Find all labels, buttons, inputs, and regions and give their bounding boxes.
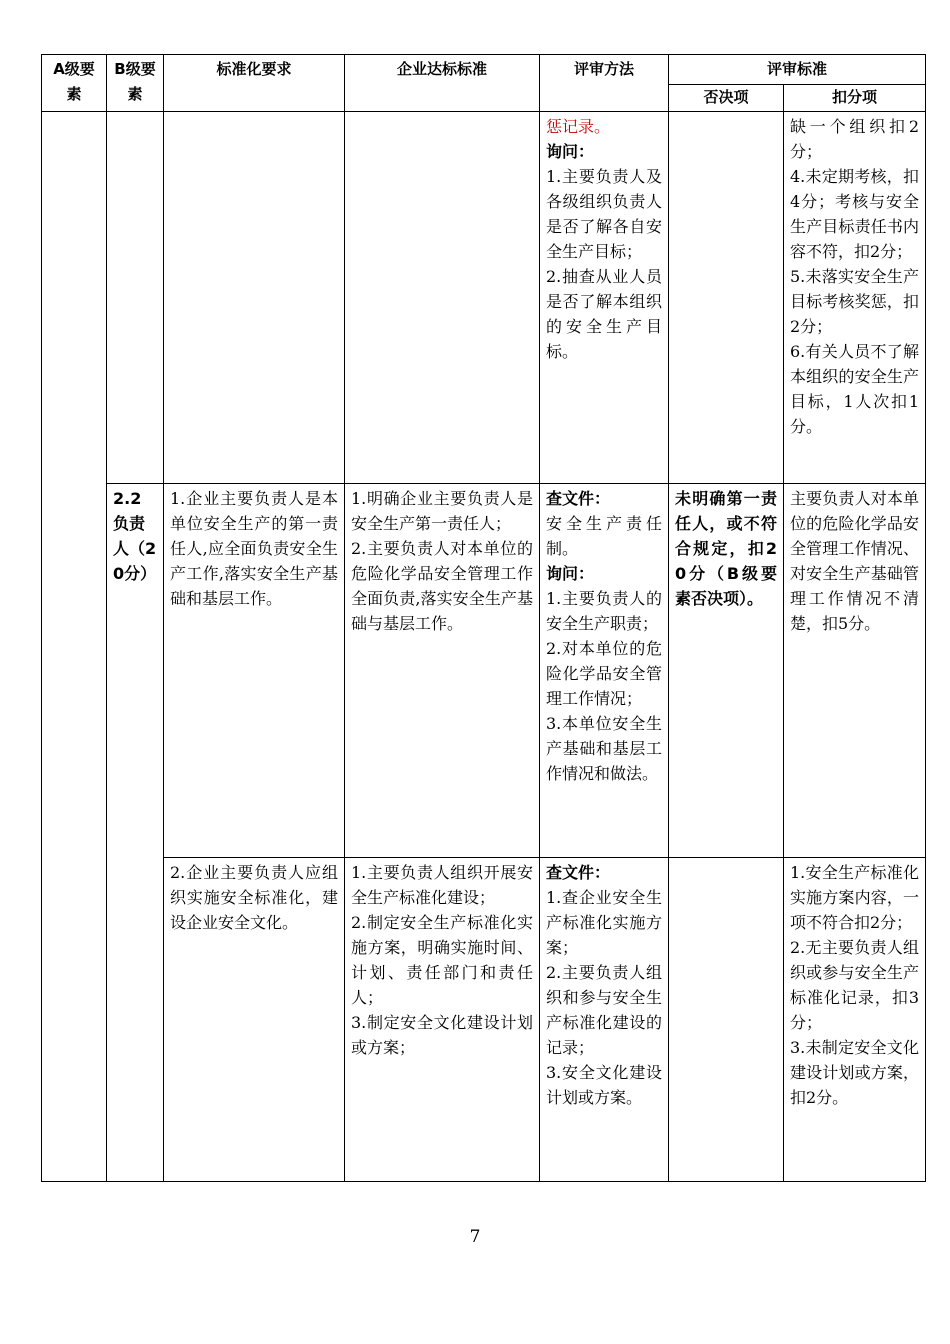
veto-cell (669, 112, 784, 484)
header-review-method: 评审方法 (540, 55, 669, 112)
standard-line: 1.主要负责人组织开展安全生产标准化建设； (351, 863, 533, 907)
method-line: 惩记录。 (546, 117, 611, 136)
method-line: 1.主要负责人及各级组织负责人是否了解各自安全生产目标； (546, 167, 662, 261)
deduction-line: 4.未定期考核，扣4分；考核与安全生产目标责任书内容不符，扣2分； (790, 167, 920, 261)
method-line: 查文件： (546, 863, 611, 882)
deduction-line: 缺一个组织扣2分； (790, 117, 920, 161)
deduction-line: 3.未制定安全文化建设计划或方案，扣2分。 (790, 1038, 920, 1107)
deduction-cell (784, 858, 926, 1182)
table-row (42, 112, 926, 484)
deduction-line: 主要负责人对本单位的危险化学品安全管理工作情况、对安全生产基础管理工作情况不清楚，扣5分。 (790, 489, 920, 633)
enterprise-standard-cell (345, 484, 540, 858)
page-number: 7 (469, 1227, 481, 1247)
requirement-cell: 1.企业主要负责人是本单位安全生产的第一责任人,应全面负责安全生产工作,落实安全生产基础和基层工作。 (164, 484, 345, 858)
deduction-line: 1.安全生产标准化实施方案内容，一项不符合扣2分； (790, 863, 920, 932)
review-method-cell (540, 112, 669, 484)
table-row (42, 858, 926, 1182)
deduction-line: 6.有关人员不了解本组织的安全生产目标，1人次扣1分。 (790, 342, 920, 436)
method-line: 2.主要负责人组织和参与安全生产标准化建设的记录； (546, 963, 662, 1057)
a-element-cell (42, 112, 107, 1182)
header-requirement: 标准化要求 (164, 55, 345, 112)
method-line: 1.主要负责人的安全生产职责； (546, 589, 662, 633)
deduction-cell (784, 112, 926, 484)
method-line: 查文件： (546, 489, 611, 508)
deduction-cell (784, 484, 926, 858)
header-review-standard: 评审标准 (669, 55, 926, 85)
requirement-cell: 2.企业主要负责人应组织实施安全标准化，建设企业安全文化。 (164, 858, 345, 1182)
b-element-cell (107, 112, 164, 484)
veto-cell: 未明确第一责任人，或不符合规定，扣20分（B级要素否决项）。 (669, 484, 784, 858)
review-method-cell (540, 858, 669, 1182)
requirement-cell (164, 112, 345, 484)
header-b-level: B级要素 (107, 55, 164, 112)
standard-line: 1.明确企业主要负责人是安全生产第一责任人； (351, 489, 533, 533)
header-a-level: A级要素 (42, 55, 107, 112)
method-line: 询问： (546, 564, 595, 583)
header-enterprise-standard: 企业达标标准 (345, 55, 540, 112)
enterprise-standard-cell (345, 858, 540, 1182)
standard-line: 2.制定安全生产标准化实施方案，明确实施时间、计划、责任部门和责任人； (351, 913, 533, 1007)
method-line: 1.查企业安全生产标准化实施方案； (546, 888, 662, 957)
veto-cell (669, 858, 784, 1182)
method-line: 安全生产责任制。 (546, 514, 662, 558)
standard-line: 3.制定安全文化建设计划或方案； (351, 1013, 533, 1057)
standard-line: 2.主要负责人对本单位的危险化学品安全管理工作全面负责,落实安全生产基础与基层工作。 (351, 539, 533, 633)
method-line: 2.抽查从业人员是否了解本组织的安全生产目标。 (546, 267, 662, 361)
standards-table (41, 54, 926, 1182)
method-line: 3.安全文化建设计划或方案。 (546, 1063, 662, 1107)
header-veto: 否决项 (669, 85, 784, 112)
enterprise-standard-cell (345, 112, 540, 484)
method-line: 2.对本单位的危险化学品安全管理工作情况； (546, 639, 662, 708)
b-element-cell: 2.2负责人（20分） (107, 484, 164, 1182)
deduction-line: 2.无主要负责人组织或参与安全生产标准化记录，扣3分； (790, 938, 920, 1032)
deduction-line: 5.未落实安全生产目标考核奖惩，扣2分； (790, 267, 920, 336)
header-deduction: 扣分项 (784, 85, 926, 112)
table-row (42, 484, 926, 858)
method-line: 3.本单位安全生产基础和基层工作情况和做法。 (546, 714, 662, 783)
method-line: 询问： (546, 142, 595, 161)
review-method-cell (540, 484, 669, 858)
